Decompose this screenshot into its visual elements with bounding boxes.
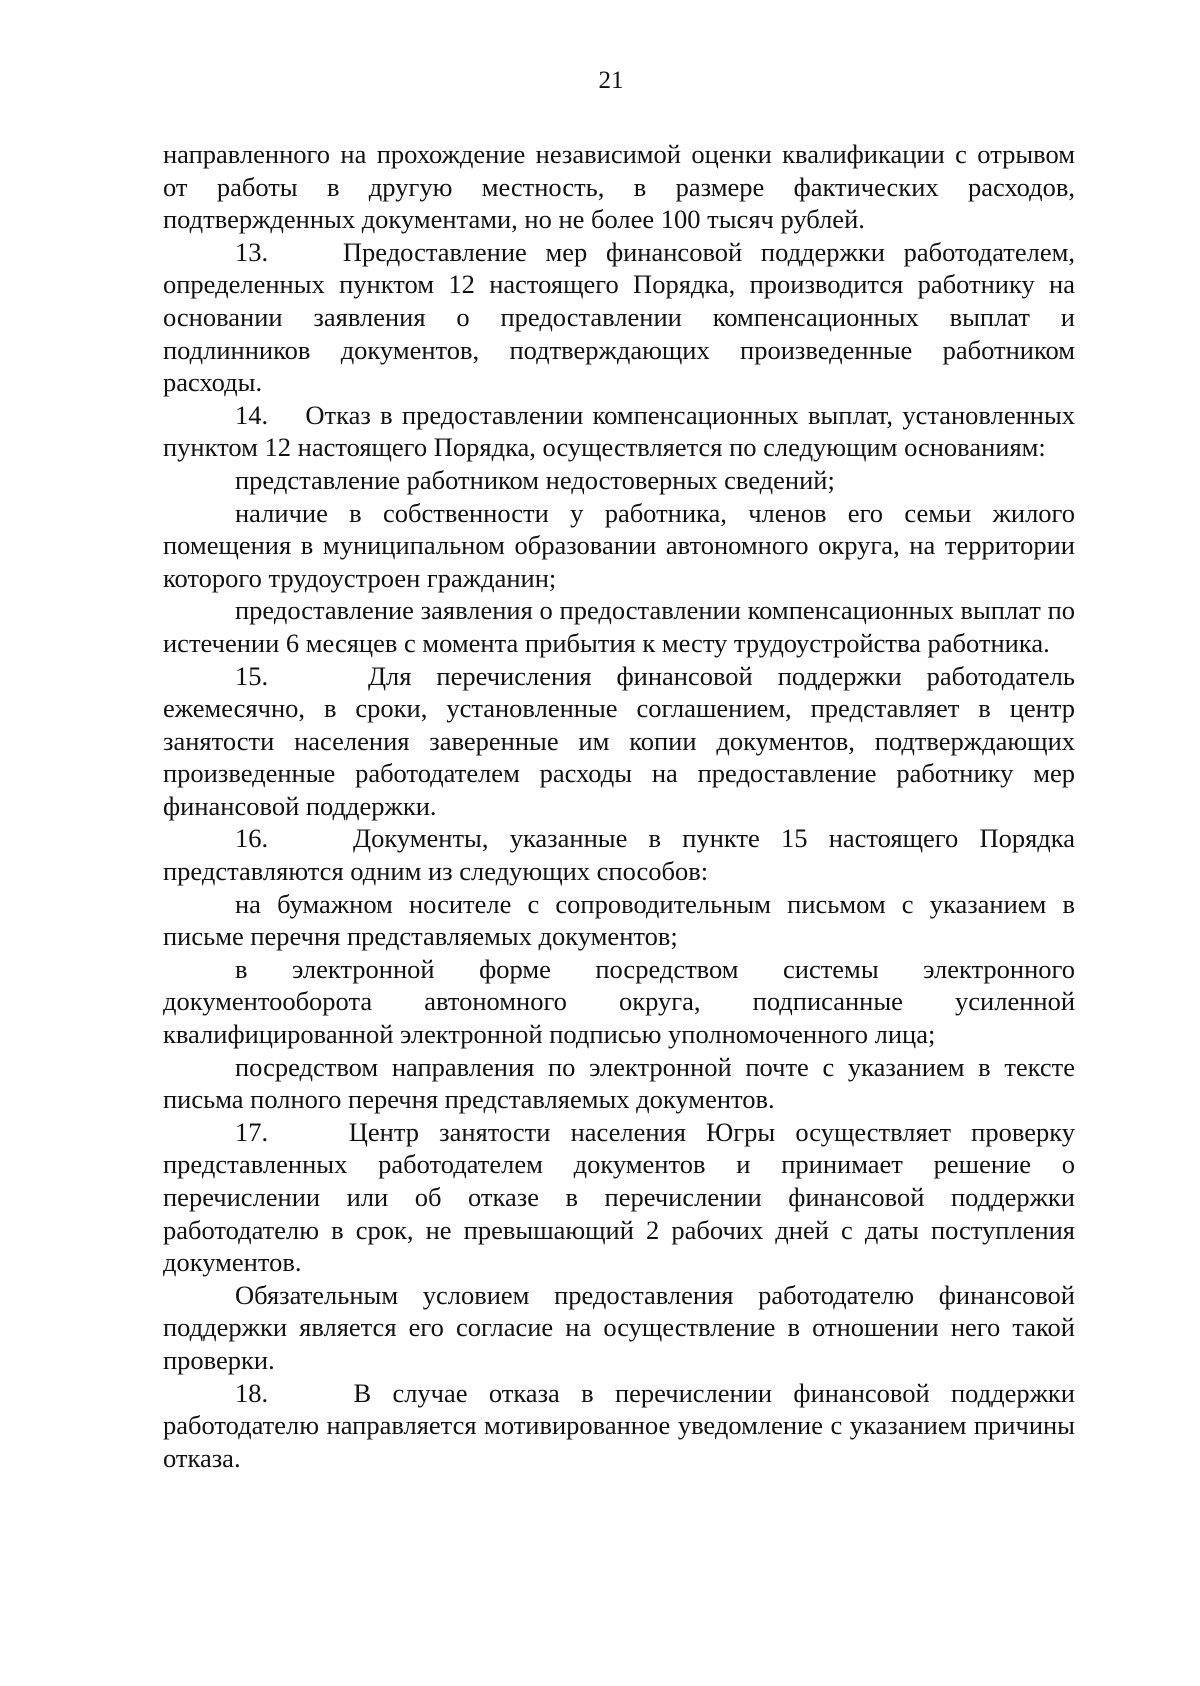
paragraph-item-16-method-2: в электронной форме посредством системы электронного документооборота автономного округа, подписанные усиленной квалифицированной электронной подписью уполномоченного лица; xyxy=(163,953,1075,1050)
paragraph-item-16-method-1: на бумажном носителе с сопроводительным письмом с указанием в письме перечня представляемых документов; xyxy=(163,888,1075,952)
paragraph-item-13: 13. Предоставление мер финансовой поддержки работодателем, определенных пунктом 12 настоящего Порядка, производится работнику на основании заявления о предоставлении компенсационных выплат и подлинников документов, подтверждающих произведенные работником расходы. xyxy=(163,236,1075,398)
paragraph-item-15: 15. Для перечисления финансовой поддержки работодатель ежемесячно, в сроки, установленные соглашением, представляет в центр занятости населения заверенные им копии документов, подтверждающих произведенные работодателем расходы на предоставление работнику мер финансовой поддержки. xyxy=(163,660,1075,821)
paragraph-item-14-ground-3: предоставление заявления о предоставлении компенсационных выплат по истечении 6 месяцев с момента прибытия к месту трудоустройства работника. xyxy=(163,595,1075,658)
page-number: 21 xyxy=(598,67,624,94)
paragraph-item-14-ground-2: наличие в собственности у работника, членов его семьи жилого помещения в муниципальном образовании автономного округа, на территории которого трудоустроен гражданин; xyxy=(163,497,1075,593)
paragraph-continuation: направленного на прохождение независимой оценки квалификации с отрывом от работы в другую местность, в размере фактических расходов, подтвержденных документами, но не более 100 тысяч рублей. xyxy=(163,139,1075,235)
paragraph-item-14-ground-1: представление работником недостоверных сведений; xyxy=(235,464,835,495)
paragraph-item-17-condition: Обязательным условием предоставления работодателю финансовой поддержки является его согласие на осуществление в отношении него такой проверки. xyxy=(163,1279,1075,1375)
paragraph-item-16-method-3: посредством направления по электронной почте с указанием в тексте письма полного перечня представляемых документов. xyxy=(163,1051,1075,1115)
paragraph-item-18: 18. В случае отказа в перечислении финансовой поддержки работодателю направляется мотивированное уведомление с указанием причины отказа. xyxy=(163,1377,1075,1473)
paragraph-item-14: 14. Отказ в предоставлении компенсационных выплат, установленных пунктом 12 настоящего Порядка, осуществляется по следующим основаниям: xyxy=(163,399,1075,463)
document-body xyxy=(163,138,1075,1474)
paragraph-item-17: 17. Центр занятости населения Югры осуществляет проверку представленных работодателем документов и принимает решение о перечислении или об отказе в перечислении финансовой поддержки работодателю в срок, не превышающий 2 рабочих дней с даты поступления документов. xyxy=(163,1116,1075,1278)
paragraph-item-16: 16. Документы, указанные в пункте 15 настоящего Порядка представляются одним из следующих способов: xyxy=(163,823,1075,887)
